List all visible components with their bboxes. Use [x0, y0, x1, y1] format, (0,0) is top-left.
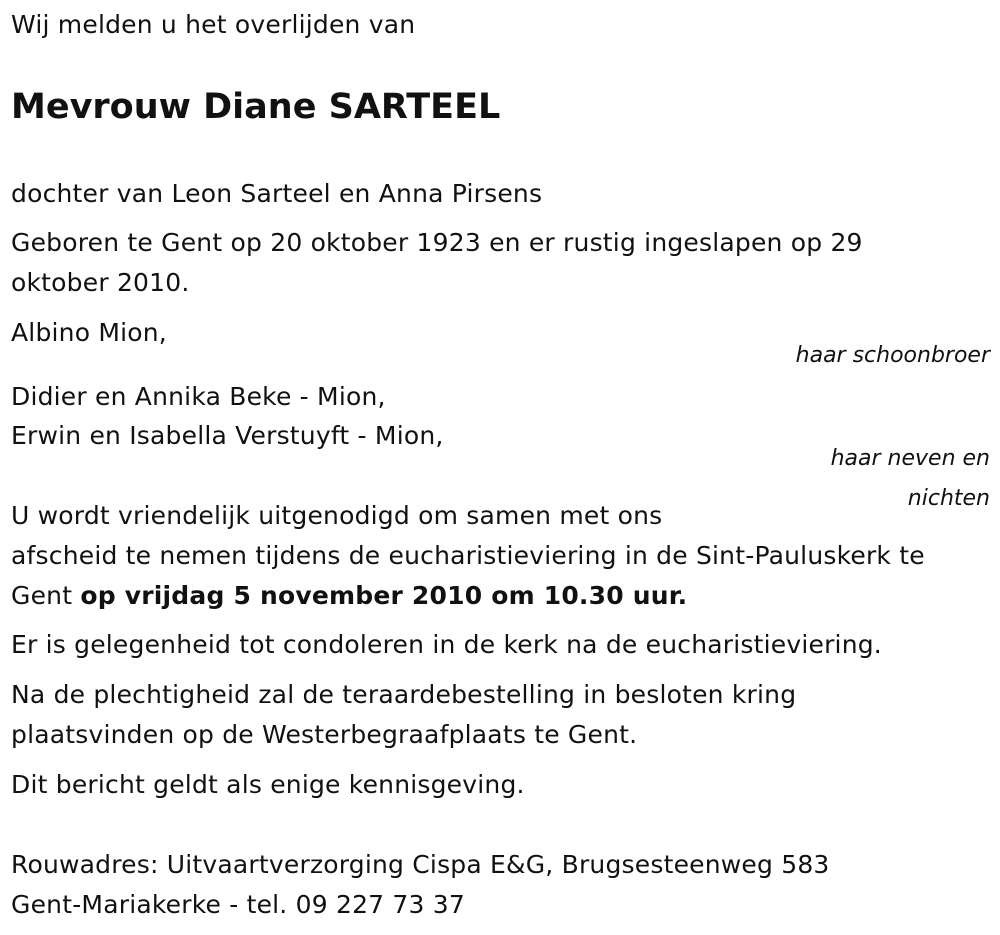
address-line-1: Rouwadres: Uitvaartverzorging Cispa E&G, Brugsesteenweg 583 [11, 850, 830, 879]
parents-line: dochter van Leon Sarteel en Anna Pirsens [11, 179, 543, 208]
nephew-2: Erwin en Isabella Verstuyft - Mion, [11, 421, 444, 450]
invitation-line-3 [11, 576, 687, 616]
invitation-line-1: U wordt vriendelijk uitgenodigd om samen met ons [11, 501, 663, 530]
invitation-place: Gent [11, 581, 73, 610]
condolence-line: Er is gelegenheid tot condoleren in de kerk na de eucharistieviering. [11, 630, 882, 659]
birth-line-1: Geboren te Gent op 20 oktober 1923 en er rustig ingeslapen op 29 [11, 228, 863, 257]
nephews-role-2: nichten [907, 486, 990, 511]
nephews-role-1: haar neven en [830, 446, 990, 471]
nephew-1: Didier en Annika Beke - Mion, [11, 382, 386, 411]
brother-in-law: Albino Mion, [11, 318, 167, 347]
burial-line-1: Na de plechtigheid zal de teraardebestelling in besloten kring [11, 680, 797, 709]
deceased-name: Mevrouw Diane SARTEEL [11, 87, 501, 127]
invitation-line-2: afscheid te nemen tijdens de eucharistieviering in de Sint-Pauluskerk te [11, 541, 925, 570]
burial-line-2: plaatsvinden op de Westerbegraafplaats te Gent. [11, 720, 638, 749]
brother-in-law-role: haar schoonbroer [795, 343, 990, 368]
address-line-2: Gent-Mariakerke - tel. 09 227 73 37 [11, 890, 465, 919]
birth-line-2: oktober 2010. [11, 268, 190, 297]
service-datetime: op vrijdag 5 november 2010 om 10.30 uur. [80, 581, 688, 610]
announcement-intro: Wij melden u het overlijden van [11, 10, 416, 39]
notice-line: Dit bericht geldt als enige kennisgeving. [11, 770, 525, 799]
